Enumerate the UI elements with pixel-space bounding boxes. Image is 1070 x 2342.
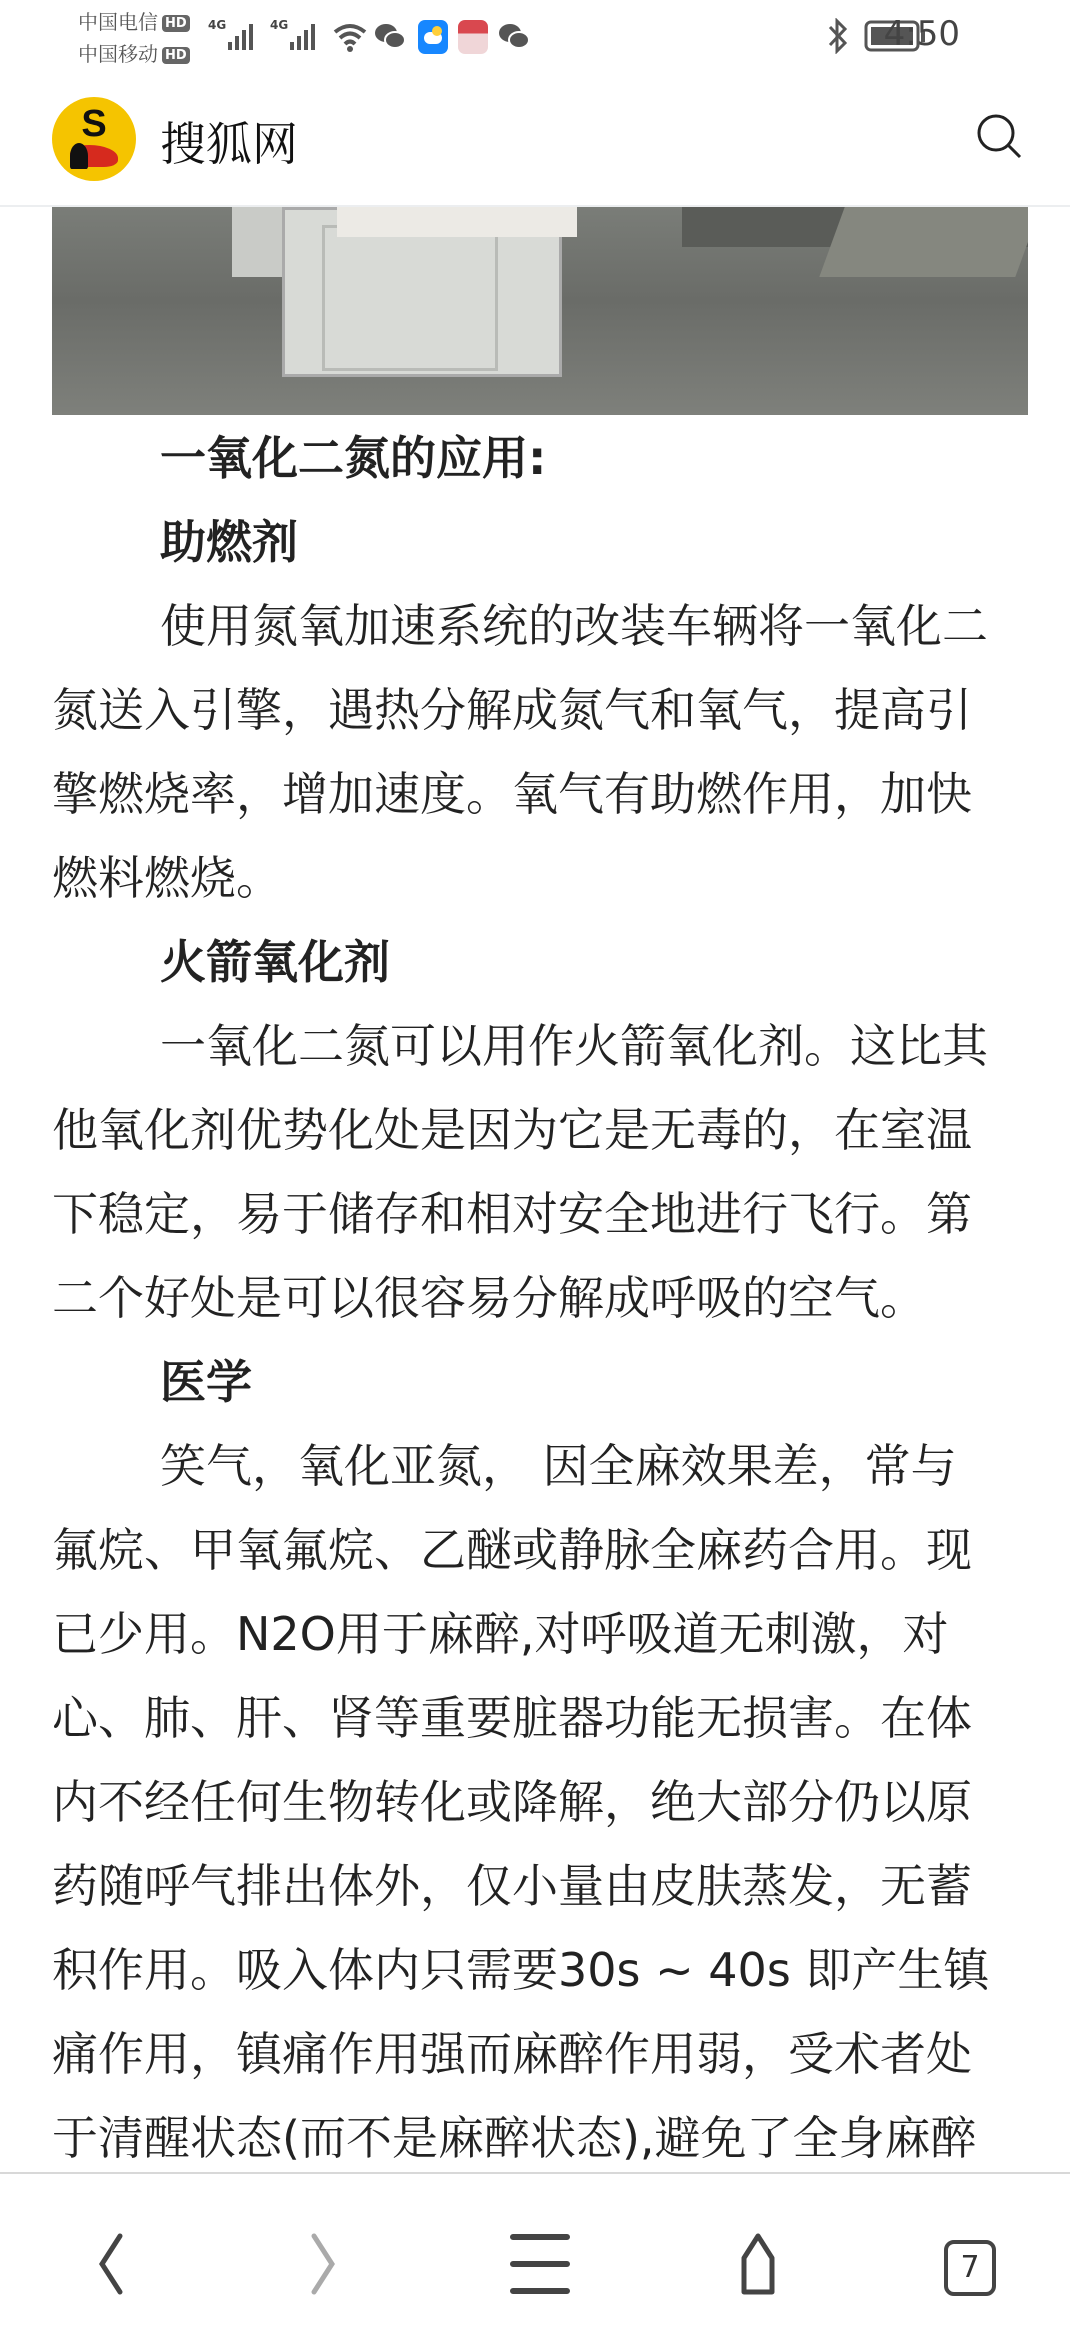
weather-app-icon [418, 20, 448, 54]
paragraph-line: 使用氮氧加速系统的改装车辆将一氧化二 [160, 599, 988, 653]
wechat-icon [498, 22, 530, 50]
paragraph-line: 氮送入引擎，遇热分解成氮气和氧气，提高引 [52, 683, 972, 737]
site-title[interactable]: 搜狐网 [160, 117, 298, 171]
logo-letter: S [81, 103, 107, 145]
paragraph-line: 燃料燃烧。 [52, 851, 282, 905]
paragraph-line: 笑气，氧化亚氮， 因全麻效果差，常与 [160, 1439, 957, 1493]
app-notification-icon [458, 20, 488, 54]
forward-icon[interactable] [286, 2224, 366, 2304]
paragraph-line: 于清醒状态(而不是麻醉状态),避免了全身麻醉 [52, 2111, 977, 2165]
wechat-icon [374, 22, 406, 50]
bottom-nav-bar [0, 2172, 1070, 2342]
sohu-logo[interactable] [52, 97, 136, 181]
network-type-2: 4G [270, 18, 289, 32]
signal-icon [290, 22, 315, 50]
signal-icon [228, 22, 253, 50]
paragraph-line: 下稳定，易于储存和相对安全地进行飞行。第 [52, 1187, 972, 1241]
wifi-icon [332, 20, 368, 52]
search-icon[interactable] [975, 112, 1023, 160]
network-type-1: 4G [208, 18, 227, 32]
paragraph-line: 积作用。吸入体内只需要30s ~ 40s 即产生镇 [52, 1943, 990, 1997]
paragraph-line: 药随呼气排出体外，仅小量由皮肤蒸发，无蓄 [52, 1859, 972, 1913]
carrier-1-label: 中国电信 [78, 10, 158, 34]
paragraph-line: 痛作用，镇痛作用强而麻醉作用弱，受术者处 [52, 2027, 972, 2081]
article-image [52, 207, 1028, 415]
paragraph-line: 二个好处是可以很容易分解成呼吸的空气。 [52, 1271, 926, 1325]
section-heading: 一氧化二氮的应用: [160, 431, 547, 485]
hd-badge: HD [162, 15, 190, 32]
hd-badge: HD [162, 47, 190, 64]
section-heading: 火箭氧化剂 [160, 935, 390, 989]
article-body [52, 416, 1032, 2180]
paragraph-line: 心、肺、肝、肾等重要脏器功能无损害。在体 [52, 1691, 972, 1745]
paragraph-line: 擎燃烧率，增加速度。氧气有助燃作用，加快 [52, 767, 972, 821]
paragraph-line: 他氧化剂优势化处是因为它是无毒的，在室温 [52, 1103, 972, 1157]
logo-fox-head [70, 143, 88, 169]
status-bar [0, 0, 1070, 80]
clock: 4:50 [883, 14, 960, 54]
paragraph-line: 内不经任何生物转化或降解，绝大部分仍以原 [52, 1775, 972, 1829]
bluetooth-icon [826, 18, 850, 54]
paragraph-line: 已少用。N2O用于麻醉,对呼吸道无刺激，对 [52, 1607, 949, 1661]
section-heading: 助燃剂 [160, 515, 298, 569]
home-icon[interactable] [718, 2224, 798, 2304]
carrier-2 [78, 38, 190, 67]
back-icon[interactable] [68, 2224, 148, 2304]
menu-icon[interactable] [500, 2224, 580, 2304]
paragraph-line: 一氧化二氮可以用作火箭氧化剂。这比其 [160, 1019, 988, 1073]
carrier-2-label: 中国移动 [78, 42, 158, 66]
tabs-button[interactable]: 7 [944, 2240, 996, 2296]
carrier-1 [78, 6, 190, 35]
paragraph-line: 氟烷、甲氧氟烷、乙醚或静脉全麻药合用。现 [52, 1523, 972, 1577]
section-heading: 医学 [160, 1355, 252, 1409]
